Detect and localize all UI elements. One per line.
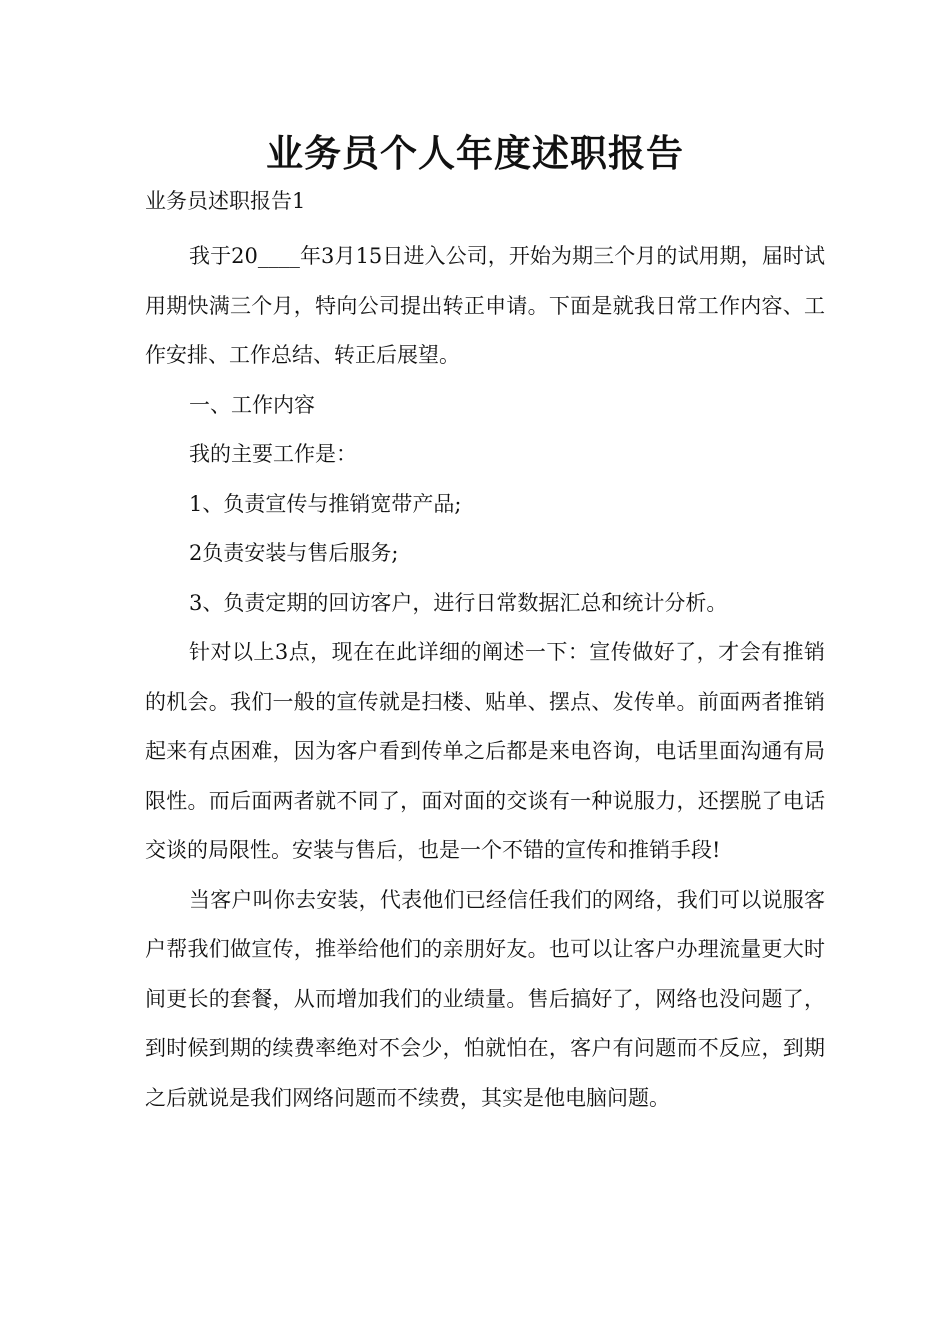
- list-item-1: 1、负责宣传与推销宽带产品;: [189, 491, 462, 516]
- paragraph-detail: 针对以上3点，现在在此详细的阐述一下：宣传做好了，才会有推销的机会。我们一般的宣传就是扫楼、贴单、摆点、发传单。前面两者推销起来有点困难，因为客户看到传单之后都是来电咨询，电话里面沟通有局限性。而后面两者就不同了，面对面的交谈有一种说服力，还摆脱了电话交谈的局限性。安装与售后，也是一个不错的宣传和推销手段!: [145, 640, 825, 862]
- paragraph-main-work: 我的主要工作是：: [189, 442, 357, 466]
- document-subtitle: 业务员述职报告1: [145, 189, 306, 213]
- section-heading-work-content: 一、工作内容: [189, 392, 315, 417]
- paragraph-intro: 我于20____年3月15日进入公司，开始为期三个月的试用期，届时试用期快满三个月，特向公司提出转正申请。下面是就我日常工作内容、工作安排、工作总结、转正后展望。: [145, 244, 825, 367]
- list-item-2: 2负责安装与售后服务;: [189, 541, 399, 565]
- list-item-3: 3、负责定期的回访客户，进行日常数据汇总和统计分析。: [189, 590, 728, 615]
- paragraph-installation: 当客户叫你去安装，代表他们已经信任我们的网络，我们可以说服客户帮我们做宣传，推举给他们的亲朋好友。也可以让客户办理流量更大时间更长的套餐，从而增加我们的业绩量。售后搞好了，网络也没问题了，到时候到期的续费率绝对不会少，怕就怕在，客户有问题而不反应，到期之后就说是我们网络问题而不续费，其实是他电脑问题。: [145, 887, 825, 1110]
- document-body: [145, 232, 825, 1123]
- document-title: 业务员个人年度述职报告: [266, 131, 684, 175]
